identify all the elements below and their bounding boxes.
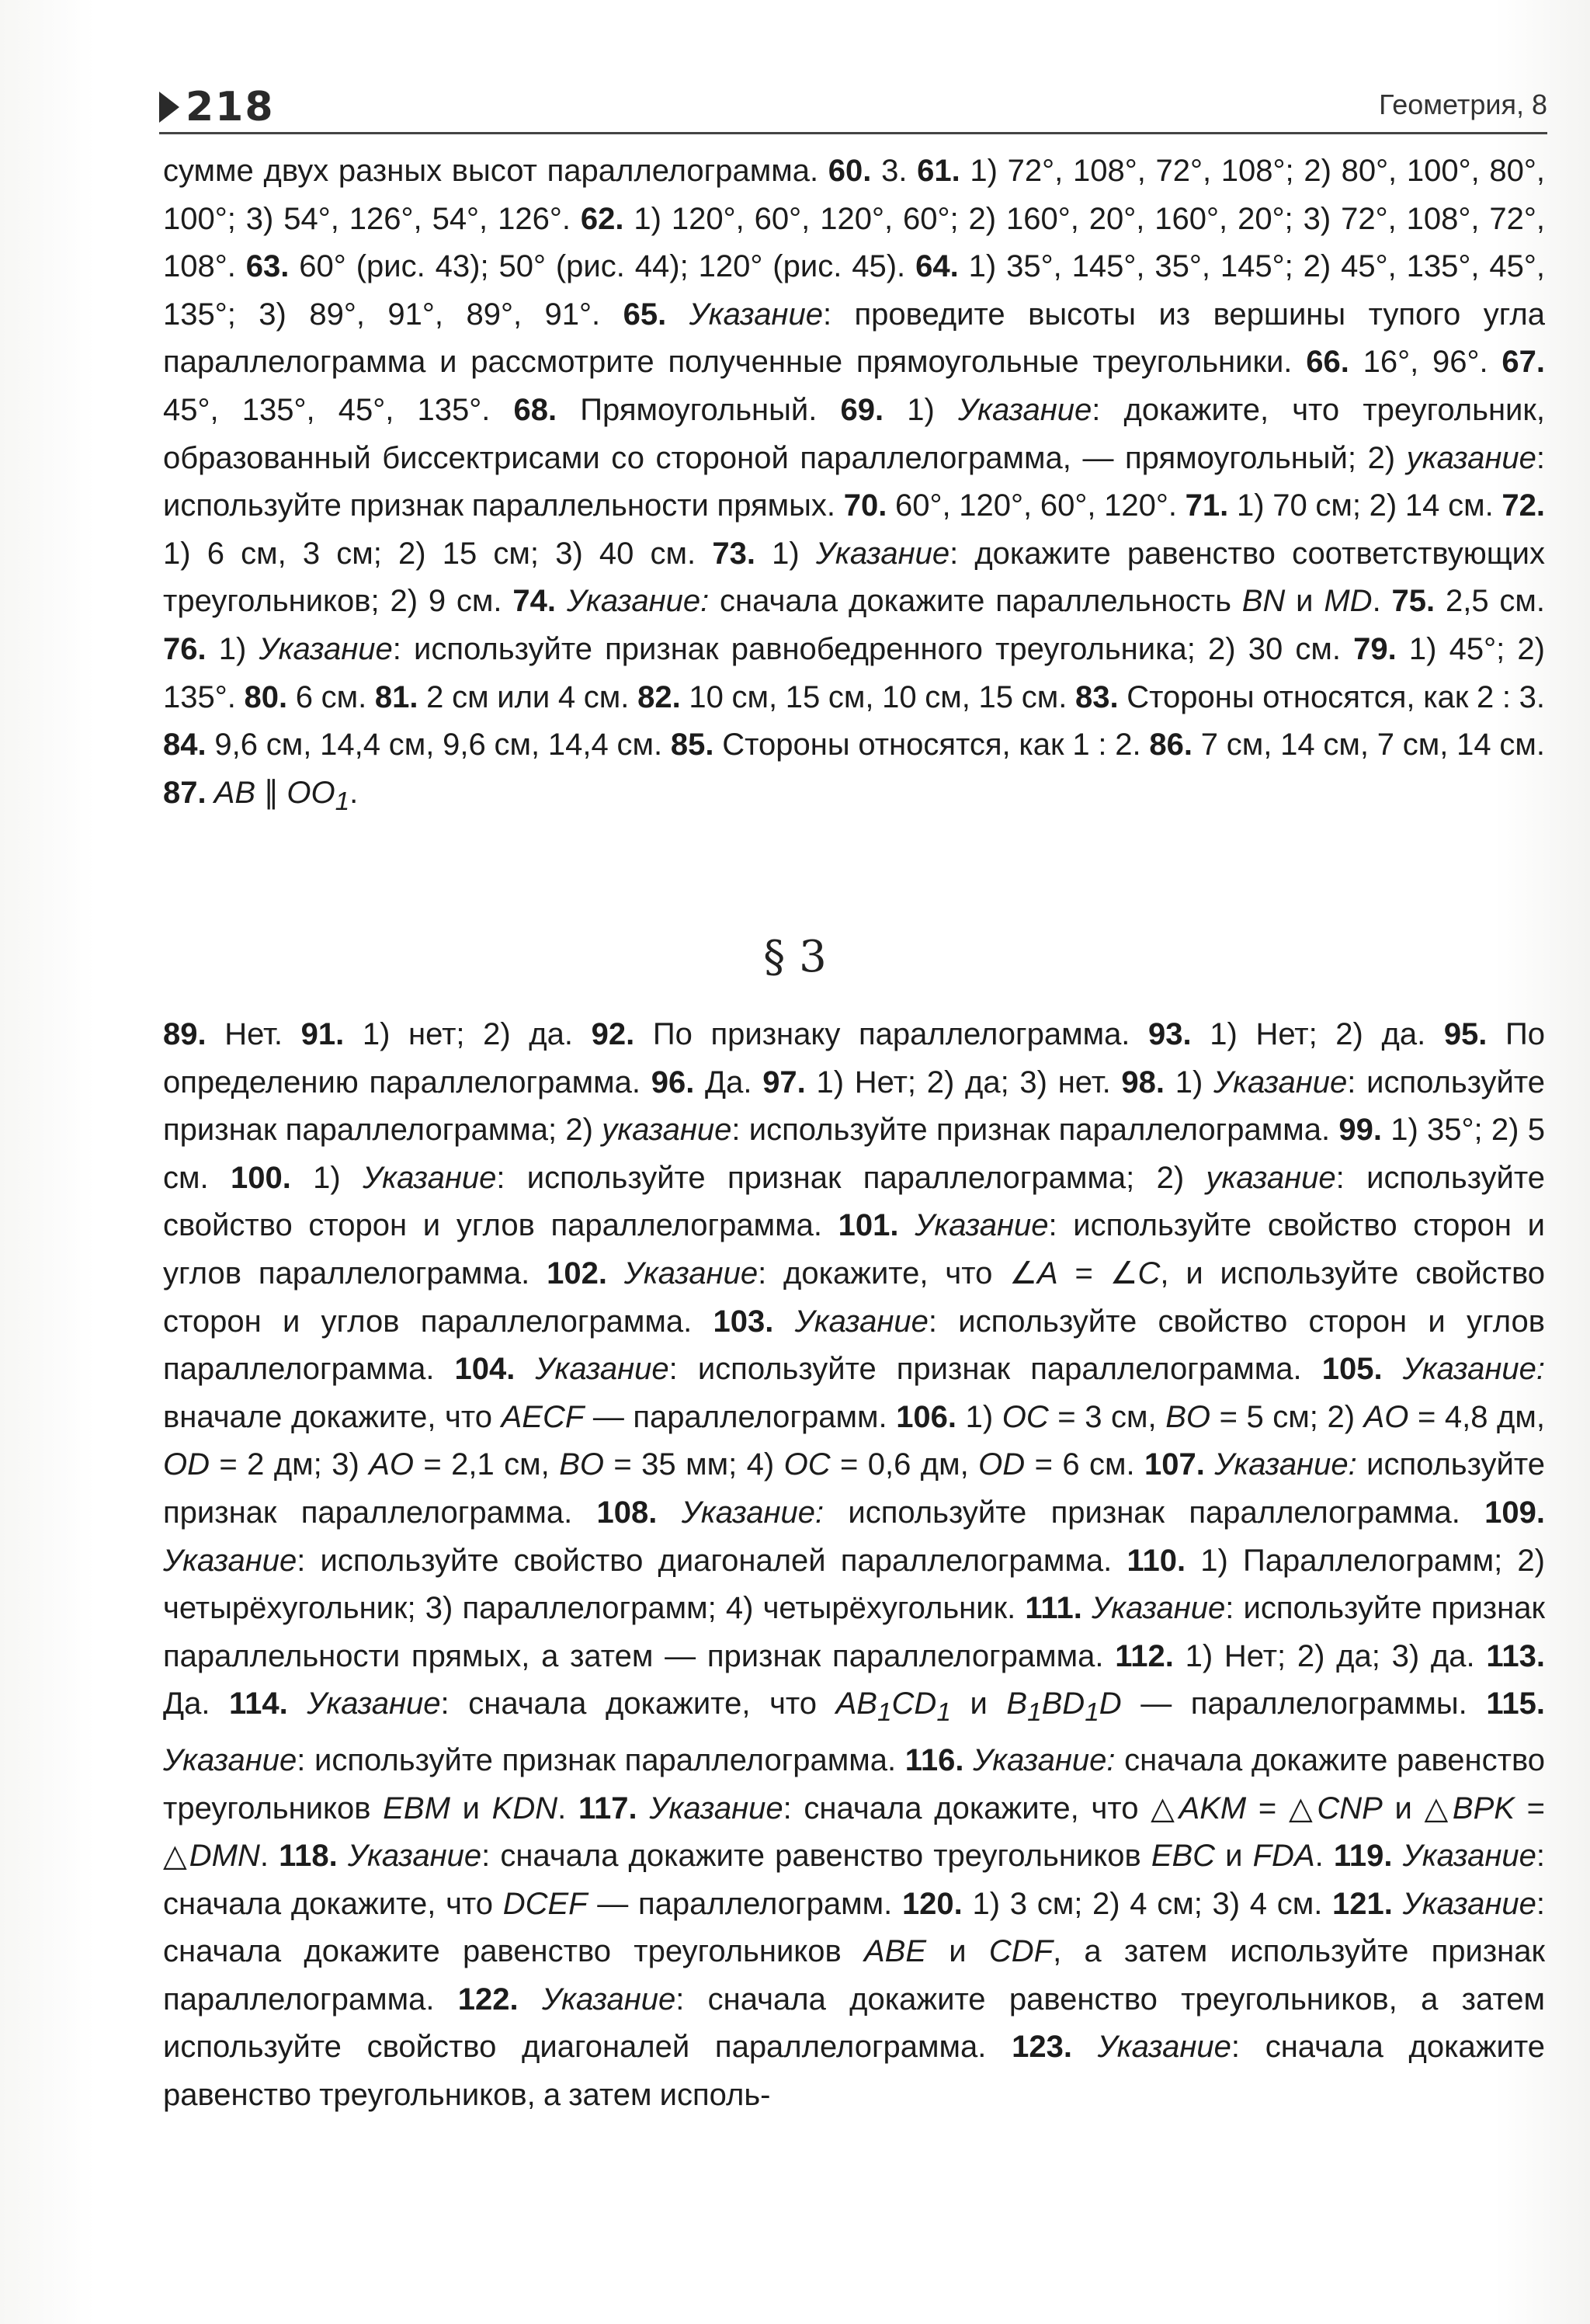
answer-text	[519, 1982, 542, 2017]
answer-number: 64.	[915, 249, 959, 284]
answer-number: 74.	[512, 584, 556, 619]
italic-term: Указание	[163, 1543, 297, 1578]
answer-text: : сначала докажите равенство треугольников, а затем исполь-	[163, 2030, 1545, 2113]
italic-term: AB	[835, 1687, 877, 1721]
answer-number: 80.	[244, 679, 288, 714]
subscript: 1	[1027, 1698, 1042, 1728]
answer-text: — параллелограмм.	[584, 1399, 897, 1434]
answer-number: 73.	[712, 536, 755, 571]
italic-term: Указание	[815, 536, 950, 571]
page-number-text: 218	[186, 84, 275, 130]
answer-text	[607, 1256, 624, 1291]
italic-term: BPK	[1452, 1791, 1515, 1826]
answer-number: 66.	[1306, 345, 1349, 380]
italic-term: указание	[1206, 1160, 1336, 1195]
italic-term: AKM	[1179, 1791, 1247, 1826]
answer-text: : сначала докажите, что △	[783, 1791, 1179, 1826]
answer-text: Да.	[694, 1065, 763, 1099]
answer-text: .	[349, 775, 359, 810]
answer-number: 62.	[580, 201, 624, 236]
answer-text	[899, 1208, 915, 1242]
answer-number: 102.	[547, 1256, 607, 1291]
answer-text: и	[950, 1687, 1007, 1721]
answer-number: 83.	[1074, 679, 1119, 714]
answer-text: : используйте признак параллелограмма.	[731, 1113, 1339, 1148]
italic-term: AO	[1363, 1399, 1409, 1434]
answer-text	[515, 1352, 535, 1386]
italic-term: Указание	[1097, 2030, 1231, 2065]
answer-text: : используйте свойство диагоналей параллелограмма.	[297, 1543, 1127, 1578]
answer-text: 1)	[884, 392, 958, 427]
answer-text: 2 см или 4 см.	[418, 679, 638, 714]
answer-number: 92.	[591, 1017, 635, 1051]
answer-text: 1) 45°; 2) 135°.	[163, 631, 1546, 714]
answer-text: , и используйте свойство сторон и углов параллелограмма.	[163, 1256, 1545, 1339]
italic-term: BO	[1165, 1399, 1211, 1434]
answer-text: 1) 6 см, 3 см; 2) 15 см; 3) 40 см.	[163, 536, 713, 571]
answer-text: 1) 70 см; 2) 14 см.	[1228, 488, 1502, 523]
italic-term: OO	[286, 775, 335, 810]
answer-text: Нет.	[206, 1017, 301, 1051]
italic-term: Указание:	[1214, 1447, 1357, 1482]
answer-text: : используйте свойство сторон и углов параллелограмма.	[163, 1160, 1546, 1243]
italic-term: Указание	[347, 1839, 482, 1874]
italic-term: Указание	[1213, 1065, 1348, 1099]
answer-number: 110.	[1127, 1543, 1186, 1578]
answer-text	[1205, 1447, 1214, 1482]
italic-term: Указание	[1402, 1886, 1536, 1921]
italic-term: EBC	[1151, 1839, 1216, 1874]
answer-text: — параллелограмм.	[587, 1886, 902, 1921]
answer-text: 6 см.	[287, 679, 375, 714]
italic-term: Указание:	[973, 1742, 1116, 1777]
answer-text: = 6 см.	[1025, 1447, 1145, 1482]
answers-block-section-3	[163, 1011, 1545, 2120]
answer-text: .	[259, 1839, 279, 1874]
answer-text: 1) Нет; 2) да; 3) да.	[1173, 1638, 1487, 1673]
answer-number: 69.	[840, 392, 884, 427]
answer-text: = △	[1246, 1791, 1317, 1826]
answer-text: Стороны относятся, как 1 : 2.	[713, 728, 1150, 763]
answer-text: = 4,8 дм,	[1408, 1399, 1546, 1434]
answer-text	[556, 584, 567, 618]
answer-text: Да.	[163, 1687, 230, 1721]
page-marker-triangle-icon	[159, 92, 179, 123]
answer-number: 99.	[1338, 1113, 1382, 1148]
italic-term: DCEF	[502, 1886, 588, 1921]
italic-term: AECF	[501, 1399, 585, 1434]
answer-number: 72.	[1501, 488, 1546, 523]
answer-text: , а затем используйте признак параллелограмма.	[163, 1934, 1545, 2017]
italic-term: OC	[1002, 1399, 1049, 1434]
italic-term: Указание	[649, 1791, 783, 1826]
answer-text: 60° (рис. 43); 50° (рис. 44); 120° (рис. 45).	[289, 249, 916, 284]
italic-term: Указание:	[681, 1495, 825, 1530]
italic-term: FDA	[1252, 1839, 1315, 1874]
italic-term: ABE	[863, 1934, 927, 1969]
answer-text: 1) 72°, 108°, 72°, 108°; 2) 80°, 100°, 80°, 100°; 3) 54°, 126°, 54°, 126°.	[163, 154, 1545, 236]
italic-term: OD	[163, 1447, 210, 1482]
answer-number: 91.	[300, 1017, 345, 1051]
italic-term: DMN	[189, 1839, 260, 1874]
answer-number: 98.	[1121, 1065, 1165, 1099]
answer-number: 97.	[762, 1065, 806, 1099]
header-rule	[159, 132, 1547, 134]
answer-text	[207, 776, 214, 810]
answer-text: : используйте признак параллельности прямых, а затем — признак параллелограмма.	[163, 1591, 1545, 1673]
italic-term: указание	[1406, 440, 1536, 475]
page-header	[159, 78, 1547, 132]
italic-term: Указание	[163, 1742, 297, 1777]
answer-text: = 3 см,	[1048, 1399, 1166, 1434]
answer-text: : используйте признак параллельности прямых.	[163, 440, 1545, 523]
answer-text: ∥	[255, 775, 287, 810]
answer-text	[338, 1839, 348, 1873]
answer-text: 1) нет; 2) да.	[344, 1017, 592, 1051]
answer-text: 1)	[755, 536, 816, 571]
answer-text: 45°, 135°, 45°, 135°.	[163, 392, 514, 427]
answer-text: 1) 120°, 60°, 120°, 60°; 2) 160°, 20°, 160°, 20°; 3) 72°, 108°, 72°, 108°.	[163, 201, 1545, 284]
answer-number: 116.	[904, 1742, 964, 1777]
answer-text: : проведите высоты из вершины тупого угла параллелограмма и рассмотрите полученные прямоугольные треугольники.	[163, 297, 1546, 380]
answer-text: — параллелограммы.	[1121, 1687, 1487, 1721]
italic-term: Указание	[1402, 1839, 1536, 1874]
answer-number: 82.	[637, 679, 681, 714]
answer-number: 111.	[1025, 1591, 1082, 1626]
answer-number: 109.	[1484, 1495, 1545, 1530]
answer-text	[773, 1304, 794, 1339]
answer-number: 107.	[1144, 1447, 1205, 1482]
answer-text: : докажите, что ∠	[758, 1256, 1037, 1291]
italic-term: BO	[559, 1447, 604, 1482]
answer-text: = 2,1 см,	[413, 1447, 560, 1482]
answer-number: 63.	[245, 249, 290, 284]
answer-text: = 5 см; 2)	[1210, 1399, 1364, 1434]
answer-text: : используйте свойство сторон и углов параллелограмма.	[163, 1304, 1545, 1387]
answer-text: : используйте признак параллелограмма; 2)	[163, 1065, 1546, 1148]
italic-term: Указание	[363, 1160, 497, 1195]
answer-text: : сначала докажите, что	[440, 1687, 836, 1721]
answer-text: 1)	[206, 631, 259, 666]
answer-text: 7 см, 14 см, 7 см, 14 см.	[1192, 728, 1545, 763]
italic-term: Указание	[1091, 1591, 1226, 1626]
answer-text: .	[557, 1791, 578, 1826]
italic-term: Указание:	[1402, 1352, 1545, 1387]
answer-text: используйте признак параллелограмма.	[824, 1495, 1485, 1530]
answer-number: 87.	[163, 775, 207, 810]
answer-text: 60°, 120°, 60°, 120°.	[887, 488, 1186, 523]
answer-text: По признаку параллелограмма.	[634, 1017, 1149, 1051]
answer-number: 84.	[163, 728, 207, 763]
answer-number: 113.	[1486, 1638, 1545, 1673]
answer-text	[637, 1791, 650, 1826]
answer-number: 96.	[651, 1065, 695, 1099]
answer-text: и △	[1382, 1791, 1453, 1826]
answer-number: 79.	[1353, 631, 1397, 666]
answer-number: 112.	[1115, 1638, 1174, 1673]
answer-text: 1) Нет; 2) да; 3) нет.	[805, 1065, 1122, 1099]
answer-text: сначала докажите равенство треугольников	[163, 1742, 1545, 1826]
answer-text: : используйте свойство сторон и углов параллелограмма.	[163, 1208, 1545, 1291]
answer-text: : сначала докажите, что	[163, 1839, 1545, 1921]
answer-text: 1) 35°; 2) 5 см.	[163, 1113, 1545, 1195]
answer-text: и	[926, 1934, 989, 1969]
answer-number: 103.	[713, 1304, 774, 1339]
answer-number: 120.	[901, 1886, 963, 1921]
italic-term: B	[1006, 1687, 1028, 1721]
answer-text: 1) Нет; 2) да.	[1191, 1017, 1444, 1051]
answer-text	[1072, 2030, 1098, 2064]
answer-text: = △	[163, 1791, 1546, 1874]
answer-text: 9,6 см, 14,4 см, 9,6 см, 14,4 см.	[206, 728, 671, 763]
answer-text: : сначала докажите равенство треугольников	[481, 1839, 1151, 1874]
italic-term: CNP	[1317, 1791, 1383, 1826]
answer-number: 101.	[838, 1208, 899, 1243]
italic-term: KDN	[491, 1791, 558, 1826]
italic-term: Указание:	[566, 584, 710, 619]
italic-term: D	[1099, 1687, 1122, 1721]
answer-text: 1) Параллелограмм; 2) четырёхугольник; 3) параллелограмм; 4) четырёхугольник.	[163, 1543, 1545, 1626]
answer-number: 108.	[596, 1495, 658, 1530]
answer-text: 2,5 см.	[1435, 584, 1546, 619]
italic-term: AO	[369, 1447, 414, 1482]
subscript: 1	[335, 787, 350, 816]
answer-number: 122.	[457, 1982, 519, 2017]
answer-text	[657, 1495, 681, 1530]
answer-number: 61.	[917, 154, 960, 188]
answer-text: 1) 3 см; 2) 4 см; 3) 4 см.	[962, 1886, 1333, 1921]
answer-text: 16°, 96°.	[1349, 345, 1502, 380]
answer-text: : используйте признак равнобедренного треугольника; 2) 30 см.	[392, 631, 1354, 666]
answer-number: 105.	[1321, 1352, 1383, 1387]
answer-text: .	[1372, 584, 1392, 619]
italic-term: EBM	[383, 1791, 450, 1826]
italic-term: MD	[1324, 584, 1373, 619]
answer-text: вначале докажите, что	[163, 1399, 502, 1434]
answer-text: : используйте признак параллелограмма.	[668, 1352, 1322, 1387]
running-title: Геометрия, 8	[1379, 89, 1547, 120]
answer-text: : сначала докажите равенство треугольников, а затем используйте свойство диагоналей параллелограмма.	[163, 1982, 1545, 2065]
answer-text: = 0,6 дм,	[830, 1447, 979, 1482]
answer-text: и	[1215, 1839, 1253, 1874]
italic-term: CD	[891, 1687, 937, 1721]
answer-text	[1383, 1352, 1403, 1386]
answer-text: 1)	[1165, 1065, 1214, 1099]
answer-text: 10 см, 15 см, 10 см, 15 см.	[680, 679, 1075, 714]
answer-number: 115.	[1486, 1687, 1545, 1721]
answer-text: = 35 мм; 4)	[604, 1447, 784, 1482]
italic-term: Указание	[915, 1208, 1049, 1243]
italic-term: Указание	[259, 631, 393, 666]
italic-term: OD	[978, 1447, 1026, 1482]
answer-text: сначала докажите параллельность	[709, 584, 1242, 619]
answer-number: 70.	[843, 488, 887, 523]
answer-number: 100.	[230, 1160, 291, 1195]
answer-text: : используйте признак параллелограмма.	[297, 1742, 905, 1777]
answer-number: 60.	[828, 154, 872, 188]
answers-block-section-2-end	[163, 148, 1545, 825]
answer-text	[1082, 1591, 1092, 1625]
italic-term: Указание	[957, 392, 1092, 427]
answer-number: 123.	[1012, 2030, 1072, 2065]
answer-text: 1)	[956, 1399, 1002, 1434]
italic-term: Указание	[623, 1256, 759, 1291]
answer-text	[288, 1687, 307, 1721]
answer-number: 117.	[578, 1791, 637, 1826]
answer-number: 119.	[1333, 1839, 1393, 1874]
answer-text: сумме двух разных высот параллелограмма.	[163, 154, 828, 188]
italic-term: Указание	[535, 1352, 669, 1387]
italic-term: BD	[1041, 1687, 1085, 1721]
answer-text: : докажите, что треугольник, образованный биссектрисами со стороной параллелограмма, — прямоугольный; 2)	[163, 392, 1545, 475]
answer-text: : сначала докажите равенство треугольников	[163, 1886, 1545, 1969]
answer-text: Прямоугольный.	[557, 392, 841, 427]
answer-text: .	[1314, 1839, 1334, 1874]
answer-text: = ∠	[1057, 1256, 1138, 1291]
answer-number: 76.	[163, 631, 207, 666]
italic-term: Указание	[794, 1304, 929, 1339]
answer-text	[963, 1743, 973, 1777]
answer-number: 95.	[1443, 1017, 1488, 1051]
answer-text: 1) 35°, 145°, 35°, 145°; 2) 45°, 135°, 45°, 135°; 3) 89°, 91°, 89°, 91°.	[163, 249, 1545, 332]
answer-number: 93.	[1148, 1017, 1192, 1051]
answer-text: 3.	[871, 154, 918, 188]
answer-number: 118.	[279, 1839, 338, 1874]
answer-number: 89.	[163, 1017, 207, 1051]
answer-text	[1393, 1887, 1403, 1921]
answer-text: используйте признак параллелограмма.	[163, 1447, 1545, 1530]
italic-term: BN	[1241, 584, 1286, 619]
answer-text: Стороны относятся, как 2 : 3.	[1118, 679, 1545, 714]
page-number	[159, 84, 275, 130]
answer-number: 121.	[1332, 1886, 1393, 1921]
italic-term: C	[1137, 1256, 1161, 1291]
answer-number: 81.	[374, 679, 418, 714]
subscript: 1	[1085, 1698, 1099, 1728]
answer-text: 1)	[290, 1160, 363, 1195]
answer-text	[666, 297, 689, 332]
answer-number: 71.	[1185, 488, 1229, 523]
answer-number: 75.	[1391, 584, 1436, 619]
italic-term: Указание	[689, 297, 823, 332]
answer-number: 67.	[1501, 345, 1546, 380]
answer-number: 68.	[513, 392, 557, 427]
italic-term: A	[1036, 1256, 1058, 1291]
answer-text: : используйте признак параллелограмма; 2)	[496, 1160, 1206, 1195]
answer-text: По определению параллелограмма.	[163, 1017, 1546, 1099]
italic-term: CDF	[988, 1934, 1054, 1969]
answer-number: 85.	[670, 728, 714, 763]
answer-text: и	[450, 1791, 492, 1826]
answer-text: = 2 дм; 3)	[210, 1447, 370, 1482]
answer-text: и	[1285, 584, 1324, 619]
italic-term: Указание	[307, 1687, 441, 1721]
answer-number: 104.	[454, 1352, 516, 1387]
italic-term: AB	[214, 775, 256, 810]
subscript: 1	[936, 1698, 951, 1728]
answer-text: : докажите равенство соответствующих треугольников; 2) 9 см.	[163, 536, 1545, 619]
italic-term: OC	[783, 1447, 831, 1482]
italic-term: указание	[602, 1113, 732, 1148]
italic-term: Указание	[541, 1982, 676, 2017]
subscript: 1	[877, 1698, 892, 1728]
answer-number: 114.	[229, 1687, 288, 1721]
answer-text	[1393, 1839, 1403, 1873]
section-heading: § 3	[763, 932, 827, 982]
answer-number: 86.	[1149, 728, 1192, 763]
answer-number: 106.	[896, 1399, 957, 1434]
answer-number: 65.	[623, 297, 667, 332]
